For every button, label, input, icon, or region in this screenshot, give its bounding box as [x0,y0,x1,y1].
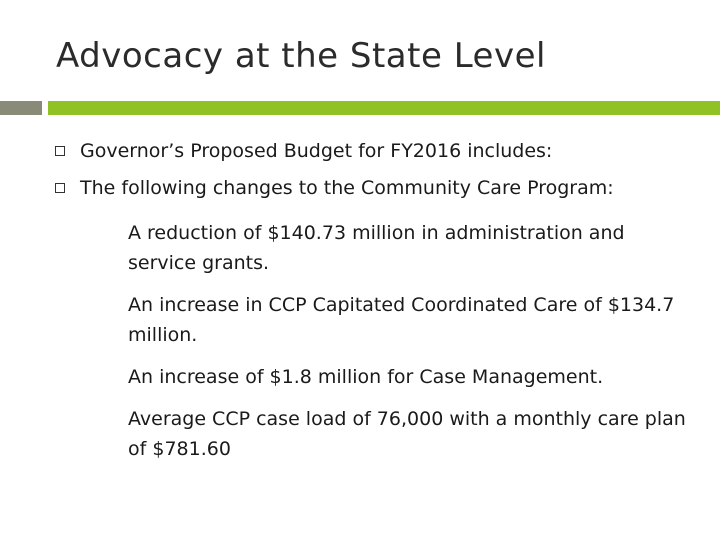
slide-title: Advocacy at the State Level [56,36,546,76]
bullet-item-budget [52,136,712,173]
sub-bullet-item: An increase of $1.8 million for Case Management. [128,366,604,388]
bullet-list [52,136,712,210]
sub-bullet-item: Average CCP case load of 76,000 with a monthly care plan of $781.60 [128,408,686,460]
bullet-text: The following changes to the Community Care Program: [80,177,614,199]
title-rule-gray [0,101,42,115]
sub-bullet-item: A reduction of $140.73 million in administration and service grants. [128,222,625,274]
checkbox-icon [55,146,65,156]
checkbox-icon [55,183,65,193]
sub-bullet-item: An increase in CCP Capitated Coordinated Care of $134.7 million. [128,294,675,346]
bullet-item-ccp-changes [52,173,712,210]
sub-bullet-list [128,218,698,476]
bullet-text: Governor’s Proposed Budget for FY2016 includes: [80,140,553,162]
title-rule-green [48,101,720,115]
